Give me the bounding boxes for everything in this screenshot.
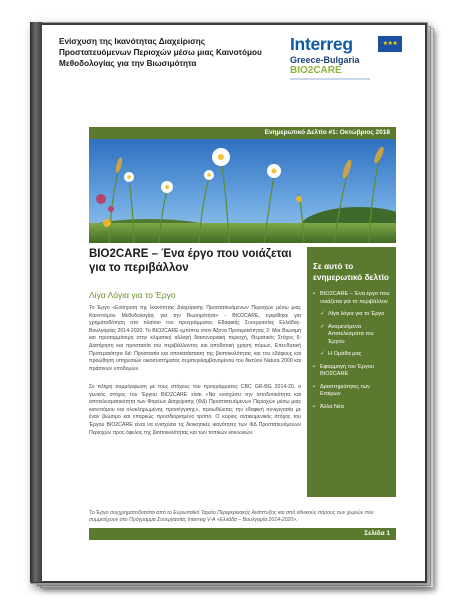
binding-spine: [30, 22, 42, 582]
contents-item-label: Αναμενόμενα Αποτελέσματα του Έργου: [328, 323, 374, 345]
interreg-wordmark: Interreg: [290, 34, 353, 54]
contents-list: [313, 291, 390, 411]
interreg-logo: [290, 34, 402, 94]
bullet-icon: •: [313, 291, 315, 297]
funding-footnote: Το Έργο συγχρηματοδοτείται από το Ευρωπαϊκό Ταμείο Περιφερειακής Ανάπτυξης και από εθνικούς πόρους των χωρών που συμμετέχουν στο Πρόγραμμα Συνεργασίας Interreg V-A «Ελλάδα – Βουλγαρία 2014-2020».: [89, 510, 374, 523]
contents-sidebar: [307, 247, 396, 497]
contents-item: [313, 364, 390, 379]
contents-item-label: Η Ομάδα μας: [328, 351, 362, 357]
contents-item-label: Δραστηριότητες των Εταίρων: [320, 383, 370, 397]
article-title: BIO2CARE – Ένα έργο που νοιάζεται για το περιβάλλον: [89, 248, 292, 274]
contents-item-label: Λίγα λόγια για το Έργο: [328, 311, 385, 317]
project-acronym: BIO2CARE: [290, 65, 342, 76]
sidebar-title: Σε αυτό το ενημερωτικό δελτίο: [313, 262, 389, 282]
eu-flag-icon: ★★★: [378, 36, 402, 52]
contents-item-label: BIO2CARE – Ένα έργο που νοιάζεται για το περιβάλλον: [320, 291, 390, 305]
contents-item: [313, 384, 390, 399]
bullet-icon: •: [313, 403, 315, 410]
contents-subitem: [313, 324, 390, 347]
meadow-flowers-photo: [89, 139, 396, 243]
bullet-icon: •: [313, 383, 315, 390]
contents-subitem: [313, 311, 390, 319]
contents-item: [313, 291, 390, 306]
checkmark-icon: ✓: [320, 323, 325, 330]
page-number-band: Σελίδα 1: [89, 528, 396, 540]
logo-divider: [290, 78, 370, 80]
checkmark-icon: ✓: [320, 311, 325, 317]
contents-item: [313, 404, 390, 412]
project-title: Ενίσχυση της Ικανότητας Διαχείρισης Προστατευόμενων Περιοχών μέσω μιας Καινοτόμου Μεθοδολογίας για την Βιωσιμότητα: [59, 37, 262, 68]
contents-subitem: [313, 351, 390, 359]
section-subheading: Λίγα Λόγια για το Έργο: [89, 290, 176, 300]
contents-item-label: Εφαρμογή του Έργου BIO2CARE: [320, 363, 374, 377]
newsletter-issue-band: Ενημερωτικό Δελτίο #1: Οκτώβριος 2018: [89, 127, 396, 139]
programme-name: Greece-Bulgaria: [290, 55, 360, 65]
contents-item-label: Άλλα Νέα: [320, 403, 344, 410]
checkmark-icon: ✓: [320, 351, 325, 357]
article-paragraph: Σε πλήρη συμμόρφωση με τους στόχους του προγράμματος CBC GR-BG 2014-20, ο γενικός στόχος του Έργου BIO2CARE είναι «Να ενισχύσει την αποδοτικότητα και αποτελεσματικότητα των Φορέων Διαχείρισης (ΦΔ) Προστατευόμενων Περιοχών μέσω μιας καινοτόμου και ολοκληρωμένης προσέγγισης», προωθώντας την εδαφική συνεργασία με έναν βιώσιμο και επαρκώς προσδιορισμένο τρόπο. Ο κύριος αντικειμενικός στόχος του Έργου BIO2CARE είναι να ενισχύσει τις διοικητικές ικανότητες των ΦΔ Προστατευόμενων Περιοχών προς όφελος της βιοποικιλότητας και των τοπικών κοινωνιών.: [89, 384, 301, 436]
bullet-icon: •: [313, 363, 315, 370]
article-paragraph: Το Έργο «Ενίσχυση της Ικανότητας Διαχείρισης Προστατευόμενων Περιοχών μέσω μιας Καινοτόμου Μεθοδολογίας για την Βιωσιμότητα» - BIO2CARE, εγκρίθηκε για χρηματοδότηση στο πλαίσιο του προγράμματος Εδαφικής Συνεργασίας Ελλάδας-Βουλγαρίας 2014-2020. Το BIO2CARE εμπίπτει στον Άξονα Προτεραιότητας 2: Μια Βιώσιμη και προσαρμόσιμη στην κλιματική αλλαγή διασυνοριακή περιοχή, Θεματικός Στόχος 6: Διατήρηση και προστασία του περιβάλλοντος και αποδοτική χρήση πόρων, Επενδυτική Προτεραιότητα 6d: Προστασία και αποκατάσταση της βιοποικιλότητας και του εδάφους και προώθηση υπηρεσιών οικοσυστήματος συμπεριλαμβανομένου του δικτύου Natura 2000 και πράσινων υποδομών.: [89, 305, 301, 372]
